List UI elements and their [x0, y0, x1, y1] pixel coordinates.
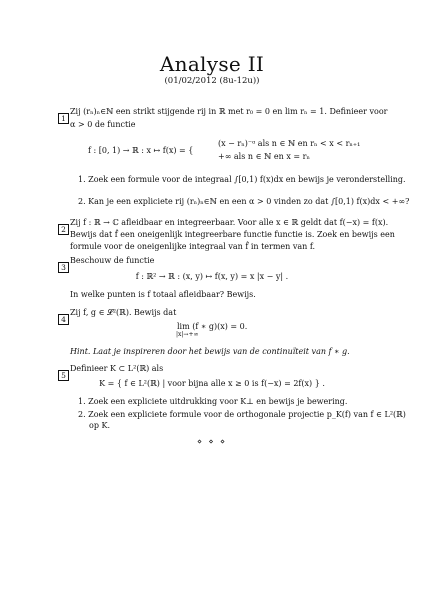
- q1-line1: Zij (rₙ)ₙ∈ℕ een strikt stijgende rij in ℝ met r₀ = 0 en lim rₙ = 1. Definieer voor: [70, 107, 388, 116]
- question-1: [58, 106, 69, 125]
- question-number: 3: [58, 262, 69, 273]
- question-4: [58, 307, 69, 326]
- q5-item-2-cont: op K.: [89, 421, 110, 430]
- q3-line2: In welke punten is f totaal afleidbaar? Bewijs.: [70, 290, 256, 299]
- q3-formula: f : ℝ² → ℝ : (x, y) ↦ f(x, y) = x |x − y| .: [135, 272, 289, 281]
- q1-formula-left: f : [0, 1) → ℝ : x ↦ f(x) = {: [88, 146, 194, 155]
- q5-item-1: 1. Zoek een expliciete uitdrukking voor K⊥ en bewijs je bewering.: [78, 397, 348, 406]
- q1-item-1: 1. Zoek een formule voor de integraal ∫[0,1) f(x)dx en bewijs je veronderstelling.: [78, 175, 406, 184]
- q2-line2: Bewijs dat f̂ een oneigenlijk integreerbare functie functie is. Zoek en bewijs een: [70, 230, 395, 239]
- question-number: 1: [58, 113, 69, 124]
- q5-formula: K = { f ∈ L²(ℝ) | voor bijna alle x ≥ 0 is f(−x) = 2f(x) } .: [99, 379, 325, 388]
- q1-line2: α > 0 de functie: [70, 120, 136, 129]
- q4-hint: Hint. Laat je inspireren door het bewijs van de continuïteit van f ∗ g.: [70, 347, 350, 356]
- question-number: 5: [58, 370, 69, 381]
- q3-line1: Beschouw de functie: [70, 256, 155, 265]
- q4-formula: lim (f ∗ g)(x) = 0.: [177, 322, 248, 331]
- end-separator: ⋄ ⋄ ⋄: [196, 437, 228, 446]
- q1-case-1: (x − rₙ)⁻ᵅ als n ∈ ℕ en rₙ < x < rₙ₊₁: [218, 139, 361, 148]
- question-number: 2: [58, 224, 69, 235]
- question-number: 4: [58, 314, 69, 325]
- q2-line1: Zij f : ℝ → ℂ afleidbaar en integreerbaar. Voor alle x ∈ ℝ geldt dat f(−x) = f(x).: [70, 218, 389, 227]
- page-title: Analyse II: [159, 52, 265, 76]
- q1-case-2: +∞ als n ∈ ℕ en x = rₙ: [218, 152, 310, 161]
- q1-item-2: 2. Kan je een expliciete rij (rₙ)ₙ∈ℕ en een α > 0 vinden zo dat ∫[0,1) f(x)dx < +∞?: [78, 197, 410, 206]
- q4-line1: Zij f, g ∈ 𝓛²(ℝ). Bewijs dat: [70, 308, 177, 317]
- q5-item-2: 2. Zoek een expliciete formule voor de orthogonale projectie p_K(f) van f ∈ L²(ℝ): [78, 410, 406, 419]
- q4-limit-subscript: |x|→+∞: [176, 331, 199, 338]
- exam-date: (01/02/2012 (8u-12u)): [164, 76, 260, 86]
- q5-line1: Definieer K ⊂ L²(ℝ) als: [70, 364, 164, 373]
- q2-line3: formule voor de oneigenlijke integraal van f̂ in termen van f.: [70, 242, 316, 251]
- question-2: [58, 217, 69, 236]
